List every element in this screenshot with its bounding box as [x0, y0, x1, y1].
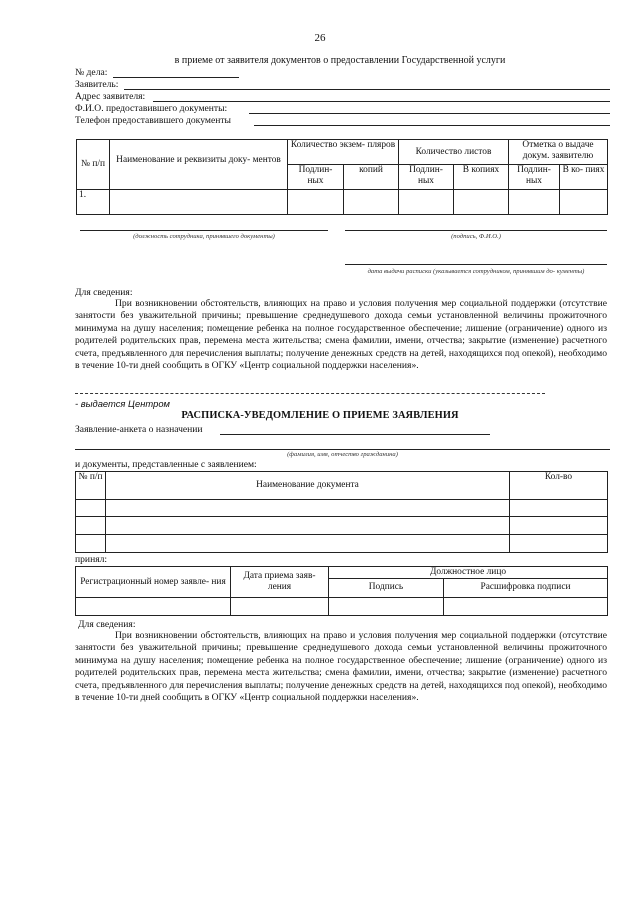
- submitter-phone-line[interactable]: [254, 125, 610, 126]
- header-line: в приеме от заявителя документов о предоставлении Государственной услуги: [174, 55, 506, 66]
- receipt-title: РАСПИСКА-УВЕДОМЛЕНИЕ О ПРИЕМЕ ЗАЯВЛЕНИЯ: [181, 410, 459, 421]
- receipt-date-line[interactable]: [345, 264, 607, 265]
- sub-decoding-header: Расшифровка подписи: [444, 578, 608, 597]
- row-cell[interactable]: [110, 190, 288, 215]
- col-issue-group-header: Отметка о выдаче докум. заявителю: [509, 140, 608, 165]
- row-cell[interactable]: [106, 517, 510, 535]
- notice-text-body: При возникновении обстоятельств, влияющих на право и условия получения мер социальной поддержки (отсутствие занятости без уважительной причины; превышение среднедушевого дохода семьи установленной величины прожиточного минимума на душу населения; помещение ребенка на полное государственное обеспечение; лишение (ограничение) одного из родителей родительских прав, перемена места жительства; смена фамилии, имени, отчества; закрытие (изменение) расчетного счета, предъявленного для перечисления выплаты; получение денежных средств на детей, находящихся под опекой), необходимо в течение 10-ти дней сообщить в ОГКУ «Центр социальной поддержки населения».: [75, 298, 607, 372]
- position-caption: (должность сотрудника, принявшего документы): [133, 233, 275, 240]
- sub-copies-header: копий: [344, 165, 399, 190]
- docs-label: и документы, представленные с заявлением:: [75, 459, 257, 470]
- table-row: [76, 597, 608, 615]
- row-cell[interactable]: [329, 597, 444, 615]
- col-date-header: Дата приема заяв- ления: [231, 567, 329, 598]
- submitter-name-label: Ф.И.О. предоставившего документы:: [75, 103, 228, 114]
- col-copies-group-header: Количество экзем- пляров: [288, 140, 399, 165]
- signature-caption: (подпись, Ф.И.О.): [451, 233, 501, 240]
- position-line[interactable]: [80, 230, 328, 231]
- sub-issue-originals-header: Подлин- ных: [509, 165, 560, 190]
- notice-heading: Для сведения:: [75, 287, 133, 298]
- submitter-name-line[interactable]: [249, 113, 610, 114]
- table-row: [76, 500, 608, 517]
- col-official-header: Должностное лицо: [329, 567, 608, 579]
- case-no-line[interactable]: [113, 77, 239, 78]
- sub-sheets-originals-header: Подлин- ных: [399, 165, 454, 190]
- sub-sheets-copies-header: В копиях: [454, 165, 509, 190]
- row-cell[interactable]: [76, 517, 106, 535]
- row-cell[interactable]: [106, 535, 510, 553]
- row-num-cell: 1.: [77, 190, 110, 215]
- documents-table: [76, 139, 608, 215]
- row-cell[interactable]: [399, 190, 454, 215]
- application-label: Заявление-анкета о назначении: [75, 424, 203, 435]
- col-name-header: Наименование и реквизиты доку- ментов: [110, 140, 288, 190]
- fio-caption: (фамилия, имя, отчество гражданина): [287, 451, 398, 458]
- registration-table: [75, 566, 608, 616]
- sub-issue-copies-header: В ко- пиях: [560, 165, 608, 190]
- row-cell[interactable]: [231, 597, 329, 615]
- row-cell[interactable]: [510, 517, 608, 535]
- applicant-address-line[interactable]: [153, 101, 610, 102]
- signature-line[interactable]: [345, 230, 607, 231]
- accepted-label: принял:: [75, 554, 108, 565]
- row-cell[interactable]: [76, 500, 106, 517]
- table-row: [76, 535, 608, 553]
- sub-signature-header: Подпись: [329, 578, 444, 597]
- table-row: [76, 517, 608, 535]
- row-cell[interactable]: [76, 535, 106, 553]
- receipt-date-caption: дата выдачи расписки (указывается сотрудником, принявшим до- кументы): [367, 268, 585, 275]
- row-cell[interactable]: [510, 535, 608, 553]
- row-cell[interactable]: [76, 597, 231, 615]
- applicant-line[interactable]: [124, 89, 610, 90]
- col-reg-header: Регистрационный номер заявле- ния: [76, 567, 231, 598]
- table-row: [77, 190, 608, 215]
- row-cell[interactable]: [510, 500, 608, 517]
- notice-text-body: При возникновении обстоятельств, влияющих на право и условия получения мер социальной поддержки (отсутствие занятости без уважительной причины; превышение среднедушевого дохода семьи установленной величины прожиточного минимума на душу населения; помещение ребенка на полное государственное обеспечение; лишение (ограничение) одного из родителей родительских прав, перемена места жительства; смена фамилии, имени, отчества; закрытие (изменение) расчетного счета, предъявленного для перечисления выплаты; получение денежных средств на детей, находящихся под опекой), необходимо в течение 10-ти дней сообщить в ОГКУ «Центр социальной поддержки населения».: [75, 630, 607, 704]
- notice-text: [75, 630, 607, 704]
- issued-by: - выдается Центром: [75, 398, 170, 409]
- row-cell[interactable]: [344, 190, 399, 215]
- fio-line[interactable]: [75, 449, 610, 450]
- row-cell[interactable]: [560, 190, 608, 215]
- case-no-label: № дела:: [75, 67, 108, 78]
- col-name-header: Наименование документа: [106, 472, 510, 500]
- page-number: 26: [314, 32, 326, 44]
- applicant-label: Заявитель:: [75, 79, 119, 90]
- submitter-phone-label: Телефон предоставившего документы: [75, 115, 231, 126]
- row-cell[interactable]: [106, 500, 510, 517]
- submitted-documents-table: [75, 471, 608, 553]
- notice-heading: Для сведения:: [78, 619, 136, 630]
- notice-text: [75, 298, 607, 372]
- sub-originals-header: Подлин- ных: [288, 165, 344, 190]
- row-cell[interactable]: [288, 190, 344, 215]
- application-line[interactable]: [220, 434, 490, 435]
- col-num-header: № п/п: [77, 140, 110, 190]
- cut-line: [75, 393, 545, 394]
- col-sheets-group-header: Количество листов: [399, 140, 509, 165]
- col-qty-header: Кол-во: [510, 472, 608, 500]
- row-cell[interactable]: [444, 597, 608, 615]
- row-cell[interactable]: [509, 190, 560, 215]
- col-num-header: № п/п: [76, 472, 106, 500]
- row-cell[interactable]: [454, 190, 509, 215]
- applicant-address-label: Адрес заявителя:: [75, 91, 146, 102]
